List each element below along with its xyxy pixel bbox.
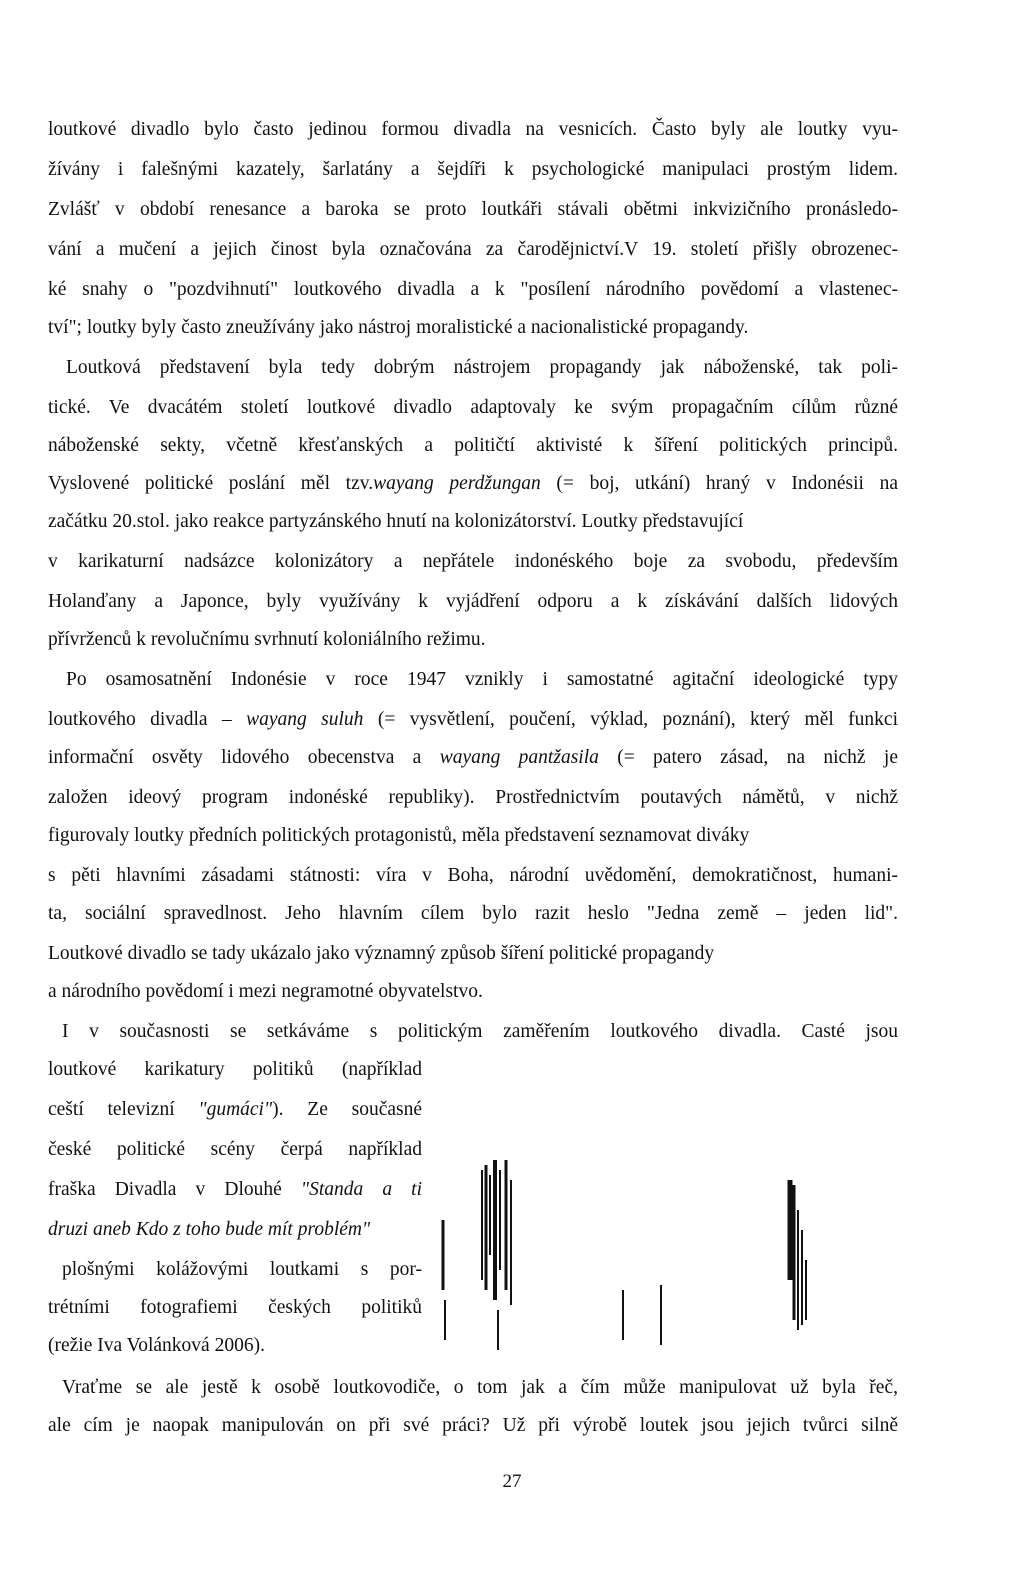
text-line: české politické scény čerpá například: [48, 1139, 422, 1160]
text-line: [48, 1178, 422, 1202]
text-line: náboženské sekty, včetně křesťanských a političtí aktivisté k šíření politických principů.: [48, 435, 898, 456]
text-span: informační osvěty lidového obecenstva a: [48, 747, 440, 768]
text-line: Holanďany a Japonce, byly využívány k vyjádření odporu a k získávání dalších lidových: [48, 591, 898, 612]
text-line: v karikaturní nadsázce kolonizátory a nepřátele indonéského boje za svobodu, především: [48, 551, 898, 572]
text-line: Loutková představení byla tedy dobrým nástrojem propagandy jak náboženské, tak poli-: [66, 357, 898, 378]
text-line: založen ideový program indonéské republiky). Prostřednictvím poutavých námětů, v nichž: [48, 787, 898, 808]
text-line: žívány i falešnými kazately, šarlatány a šejdíři k psychologické manipulaci prostým lidem.: [48, 159, 898, 180]
text-span: (= vysvětlení, poučení, výklad, poznání), který měl funkci: [363, 709, 898, 730]
text-line: [48, 708, 898, 732]
text-line: plošnými kolážovými loutkami s por-: [62, 1259, 422, 1280]
text-line: ta, sociální spravedlnost. Jeho hlavním cílem bylo razit heslo "Jedna země – jeden lid".: [48, 903, 898, 924]
page-number: 27: [502, 1471, 522, 1492]
text-line: loutkové divadlo bylo často jedinou formou divadla na vesnicích. Často byly ale loutky vyu-: [48, 119, 898, 140]
text-line: tví"; loutky byly často zneužívány jako nástroj moralistické a nacionalistické propagandy.: [48, 317, 749, 338]
text-line: figurovaly loutky předních politických protagonistů, měla představení seznamovat diváky: [48, 825, 750, 846]
text-line: a národního povědomí i mezi negramotné obyvatelstvo.: [48, 981, 483, 1002]
italic-term: wayang suluh: [246, 709, 364, 730]
text-line: Zvlášť v období renesance a baroka se proto loutkáři stávali obětmi inkvizičního pronásledo-: [48, 199, 898, 220]
italic-term: druzi aneb Kdo z toho bude mít problém": [48, 1219, 371, 1240]
text-line: s pěti hlavními zásadami státnosti: víra v Boha, národní uvědomění, demokratičnost, humani-: [48, 865, 898, 886]
text-span: Vyslovené politické poslání měl tzv.: [48, 473, 374, 494]
text-span: (= patero zásad, na nichž je: [598, 747, 899, 768]
text-span: fraška Divadla v Dlouhé: [48, 1179, 301, 1200]
text-line: (režie Iva Volánková 2006).: [48, 1335, 265, 1356]
text-line: přívrženců k revolučnímu svrhnutí koloniálního režimu.: [48, 629, 486, 650]
text-span: ceští televizní: [48, 1099, 199, 1120]
text-line: [48, 1098, 422, 1122]
text-line: [48, 472, 898, 496]
text-line: Vraťme se ale jestě k osobě loutkovodiče, o tom jak a čím může manipulovat už byla řeč,: [62, 1377, 898, 1398]
italic-term: wayang perdžungan: [373, 473, 541, 494]
text-line: I v současnosti se setkáváme s politickým zaměřením loutkového divadla. Casté jsou: [62, 1021, 898, 1042]
text-span: (= boj, utkání) hraný v Indonésii na: [540, 473, 898, 494]
text-line: tické. Ve dvacátém století loutkové divadlo adaptovaly ke svým propagačním cílům různé: [48, 397, 898, 418]
text-line: Po osamosatnění Indonésie v roce 1947 vznikly i samostatné agitační ideologické typy: [66, 669, 898, 690]
text-span: ). Ze současné: [272, 1099, 422, 1120]
text-span: loutkového divadla –: [48, 709, 247, 730]
text-line: vání a mučení a jejich činost byla označována za čarodějnictví.V 19. století přišly obrozenec-: [48, 239, 898, 260]
italic-term: wayang pantžasila: [439, 747, 599, 768]
text-line: [48, 746, 898, 770]
text-line: trétními fotografiemi českých politiků: [48, 1297, 422, 1318]
italic-term: "gumáci": [198, 1099, 273, 1120]
puppet-photo-image: [440, 1160, 835, 1350]
text-line: [48, 1218, 370, 1242]
italic-term: "Standa a ti: [300, 1179, 422, 1200]
text-line: loutkové karikatury politiků (například: [48, 1059, 422, 1080]
text-line: ale cím je naopak manipulován on při své práci? Už při výrobě loutek jsou jejich tvůrci silně: [48, 1415, 898, 1436]
text-line: začátku 20.stol. jako reakce partyzánského hnutí na kolonizátorství. Loutky představující: [48, 511, 744, 532]
text-line: ké snahy o "pozdvihnutí" loutkového divadla a k "posílení národního povědomí a vlastenec-: [48, 279, 898, 300]
text-line: Loutkové divadlo se tady ukázalo jako významný způsob šíření politické propagandy: [48, 943, 715, 964]
puppet-photo: [440, 1160, 835, 1350]
